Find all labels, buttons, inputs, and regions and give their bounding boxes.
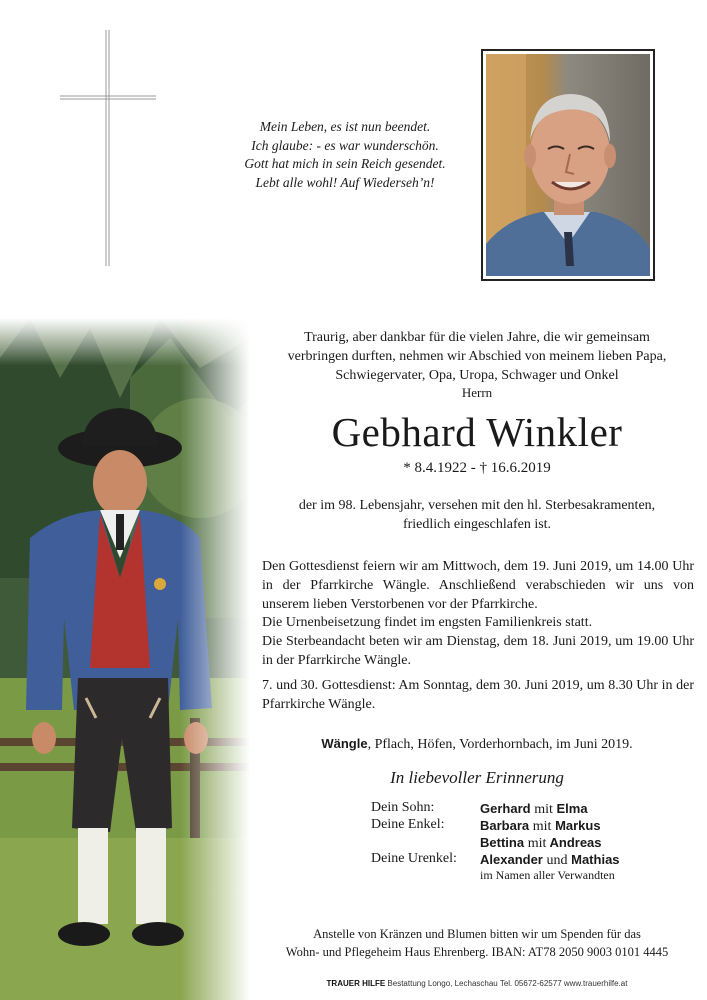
family-connector: mit (527, 836, 547, 851)
portrait-photo (481, 49, 655, 281)
donation-line: Wohn- und Pflegeheim Haus Ehrenberg. IBAN: AT78 2050 9003 0101 4445 (285, 945, 669, 959)
family-name: Gerhard (480, 801, 531, 816)
paragraph-urnenbeisetzung: Die Urnenbeisetzung findet im engsten Familienkreis statt. (262, 615, 593, 630)
family-connector: mit (532, 819, 552, 834)
footer (262, 979, 692, 988)
poem-line: Lebt alle wohl! Auf Wiederseh’n! (255, 174, 435, 190)
intro-line: verbringen durften, nehmen wir Abschied von meinem lieben Papa, (287, 349, 667, 364)
donation-request (262, 925, 692, 961)
family-name: Barbara (480, 818, 530, 833)
family-sohn (480, 801, 588, 818)
poem-line: Gott hat mich in sein Reich gesendet. (244, 156, 446, 171)
intro-line: Schwiegervater, Opa, Uropa, Schwager und Onkel (335, 368, 619, 383)
family-label-urenkel: Deine Urenkel: (371, 851, 457, 866)
lebensjahr-line: der im 98. Lebensjahr, versehen mit den hl. Sterbesakramenten, (298, 498, 656, 513)
deceased-name: Gebhard Winkler (331, 409, 623, 455)
erinnerung-heading: In liebevoller Erinnerung (390, 768, 564, 787)
family-connector: und (546, 853, 568, 868)
family-name: Alexander (480, 852, 543, 867)
family-connector: mit (534, 802, 553, 817)
poem-line: Mein Leben, es ist nun beendet. (259, 119, 431, 134)
intro-line: Traurig, aber dankbar für die vielen Jahre, die wir gemeinsam (304, 330, 650, 345)
footer-text: Bestattung Longo, Lechaschau Tel. 05672-62577 www.trauerhilfe.at (385, 979, 628, 988)
intro-text (262, 328, 692, 385)
place-town: Wängle (321, 736, 368, 751)
donation-line: Anstelle von Kränzen und Blumen bitten wir um Spenden für das (313, 927, 641, 941)
paragraph-gottesdienst-7-30: 7. und 30. Gottesdienst: Am Sonntag, dem 30. Juni 2019, um 8.30 Uhr in der Pfarrkirche Wängle. (262, 678, 694, 712)
family-label-enkel: Deine Enkel: (371, 817, 445, 832)
salutation: Herrn (461, 385, 493, 400)
family-name: Elma (556, 801, 588, 816)
paragraph-gottesdienst: Den Gottesdienst feiern wir am Mittwoch, dem 19. Juni 2019, um 14.00 Uhr in der Pfarrkirche Wängle. Anschließend verabschieden wir uns von unserem lieben Verstorbenen vor der Pfarrkirche. (262, 559, 694, 612)
family-name: Mathias (571, 852, 620, 867)
place-rest: , Pflach, Höfen, Vorderhornbach, im Juni 2019. (367, 737, 633, 752)
family-name: Markus (555, 818, 601, 833)
family-name: Bettina (480, 835, 525, 850)
portrait-image (486, 54, 650, 276)
lebensjahr-text (262, 496, 692, 534)
family-name: Andreas (549, 835, 602, 850)
paragraph-sterbeandacht: Die Sterbeandacht beten wir am Dienstag, dem 18. Juni 2019, um 19.00 Uhr in der Pfarrkirche Wängle. (262, 634, 694, 668)
photo-traditional-costume (0, 318, 250, 1000)
family-label-sohn: Dein Sohn: (371, 800, 435, 815)
cross-icon (60, 30, 160, 270)
lebensjahr-line: friedlich eingeschlafen ist. (402, 517, 552, 532)
place-date (262, 736, 692, 753)
family-enkel-1 (480, 818, 601, 835)
family-enkel-2 (480, 835, 602, 852)
poem-line: Ich glaube: - es war wunderschön. (251, 137, 439, 153)
footer-brand: TRAUER HILFE (326, 979, 386, 988)
poem (230, 118, 460, 192)
life-dates: * 8.4.1922 - † 16.6.2019 (403, 460, 551, 476)
family-note: im Namen aller Verwandten (480, 868, 615, 882)
family-urenkel (480, 852, 620, 869)
